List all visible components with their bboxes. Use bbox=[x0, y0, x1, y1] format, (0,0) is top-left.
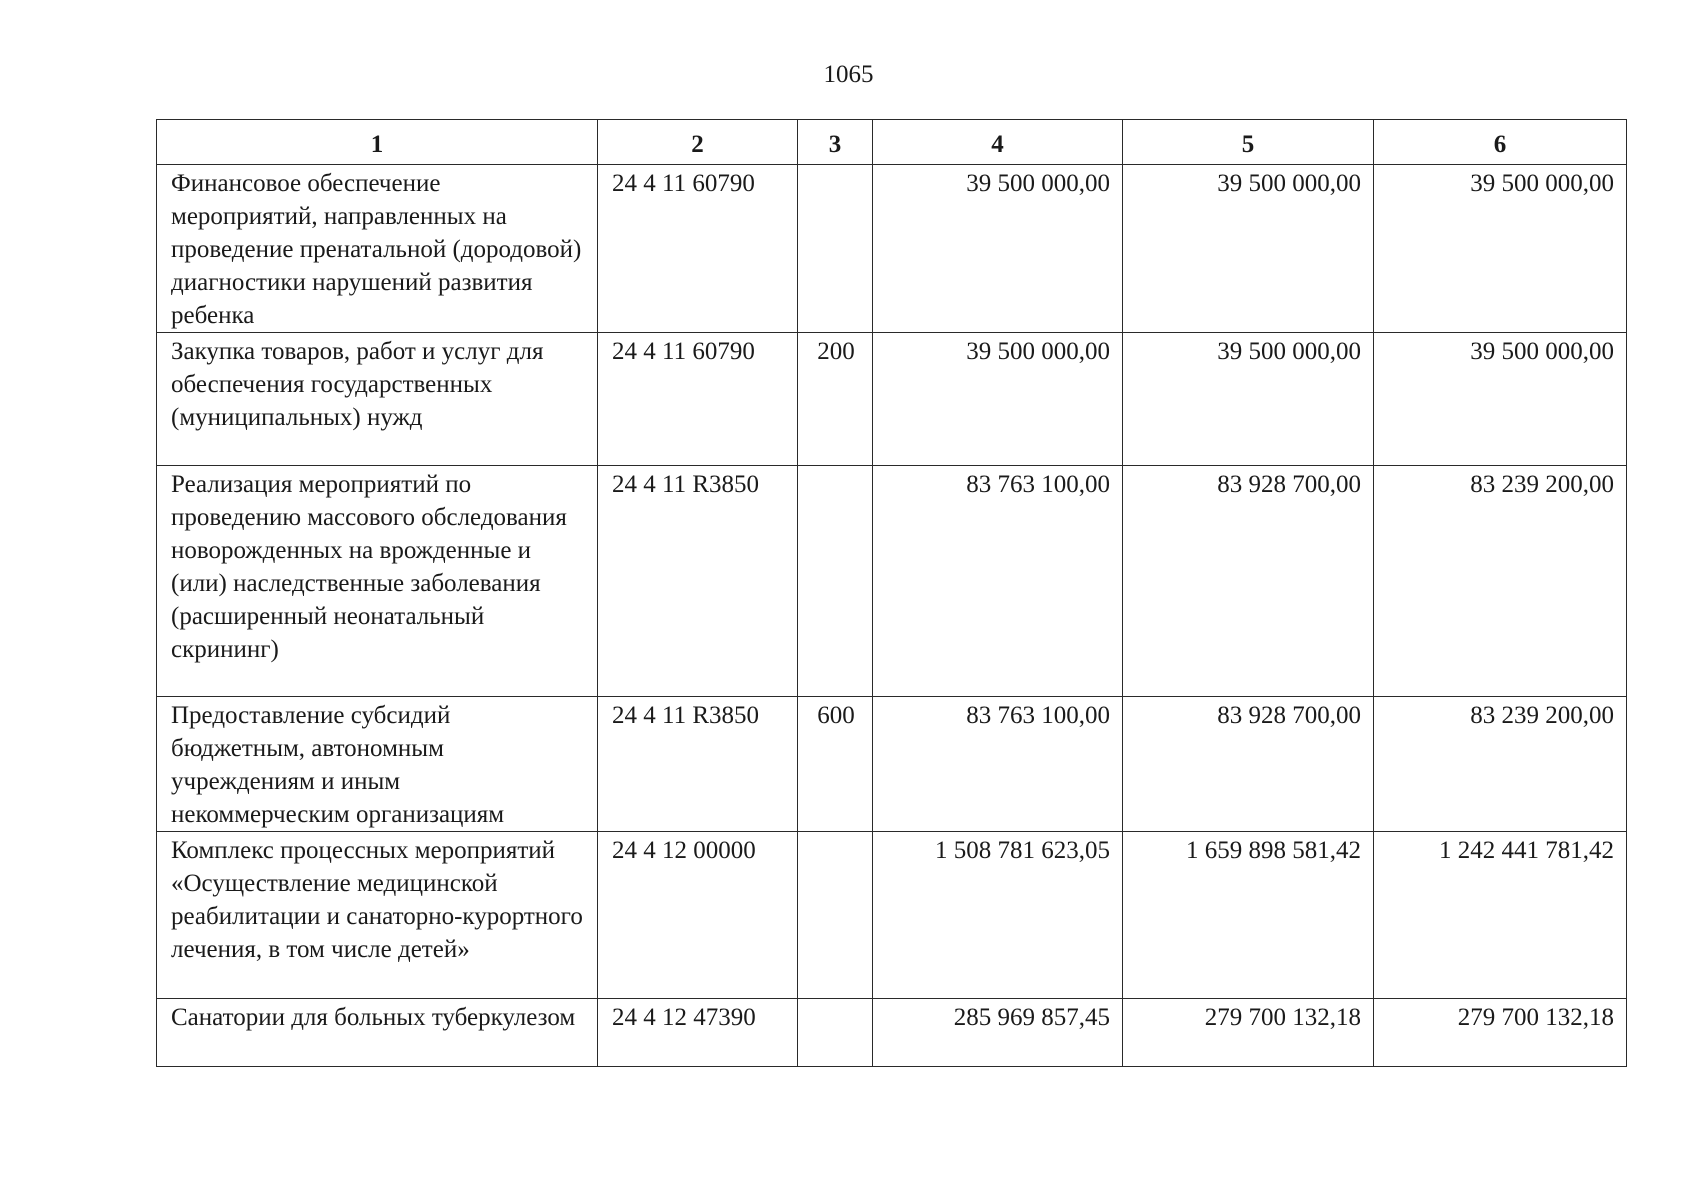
budget-table bbox=[156, 119, 1627, 1067]
row-value-cell: 83 239 200,00 bbox=[1374, 697, 1627, 832]
row-name-cell: Финансовое обеспечение мероприятий, направленных на проведение пренатальной (дородовой) диагностики нарушений развития ребенка bbox=[157, 165, 598, 333]
row-value-cell: 39 500 000,00 bbox=[1374, 333, 1627, 466]
row-value-cell: 39 500 000,00 bbox=[1123, 333, 1374, 466]
row-value-cell: 83 763 100,00 bbox=[873, 697, 1123, 832]
row-value-cell: 279 700 132,18 bbox=[1123, 999, 1374, 1067]
column-header: 5 bbox=[1123, 120, 1374, 165]
row-code-cell: 24 4 12 47390 bbox=[598, 999, 798, 1067]
row-value-cell: 83 763 100,00 bbox=[873, 466, 1123, 697]
row-vr-cell bbox=[798, 999, 873, 1067]
row-vr-cell bbox=[798, 466, 873, 697]
row-name-cell: Предоставление субсидий бюджетным, автономным учреждениям и иным некоммерческим организациям bbox=[157, 697, 598, 832]
row-value-cell: 39 500 000,00 bbox=[873, 333, 1123, 466]
row-value-cell: 285 969 857,45 bbox=[873, 999, 1123, 1067]
row-vr-cell bbox=[798, 832, 873, 999]
row-value-cell: 83 239 200,00 bbox=[1374, 466, 1627, 697]
row-value-cell: 39 500 000,00 bbox=[873, 165, 1123, 333]
row-name-cell: Реализация мероприятий по проведению массового обследования новорожденных на врожденные и (или) наследственные заболевания (расширенный неонатальный скрининг) bbox=[157, 466, 598, 697]
row-vr-cell: 600 bbox=[798, 697, 873, 832]
row-value-cell: 1 508 781 623,05 bbox=[873, 832, 1123, 999]
row-code-cell: 24 4 12 00000 bbox=[598, 832, 798, 999]
row-vr-cell: 200 bbox=[798, 333, 873, 466]
row-vr-cell bbox=[798, 165, 873, 333]
row-code-cell: 24 4 11 R3850 bbox=[598, 697, 798, 832]
column-header: 2 bbox=[598, 120, 798, 165]
row-value-cell: 39 500 000,00 bbox=[1374, 165, 1627, 333]
table-row bbox=[157, 165, 1627, 333]
table-row bbox=[157, 697, 1627, 832]
row-value-cell: 1 659 898 581,42 bbox=[1123, 832, 1374, 999]
header-row bbox=[157, 120, 1627, 165]
row-code-cell: 24 4 11 60790 bbox=[598, 333, 798, 466]
page-number: 1065 bbox=[823, 61, 874, 88]
row-value-cell: 1 242 441 781,42 bbox=[1374, 832, 1627, 999]
column-header: 1 bbox=[157, 120, 598, 165]
column-header: 4 bbox=[873, 120, 1123, 165]
table-row bbox=[157, 333, 1627, 466]
row-value-cell: 39 500 000,00 bbox=[1123, 165, 1374, 333]
row-value-cell: 83 928 700,00 bbox=[1123, 697, 1374, 832]
row-name-cell: Комплекс процессных мероприятий «Осуществление медицинской реабилитации и санаторно-курортного лечения, в том числе детей» bbox=[157, 832, 598, 999]
row-code-cell: 24 4 11 60790 bbox=[598, 165, 798, 333]
table-row bbox=[157, 832, 1627, 999]
column-header: 6 bbox=[1374, 120, 1627, 165]
row-value-cell: 83 928 700,00 bbox=[1123, 466, 1374, 697]
row-value-cell: 279 700 132,18 bbox=[1374, 999, 1627, 1067]
row-code-cell: 24 4 11 R3850 bbox=[598, 466, 798, 697]
row-name-cell: Закупка товаров, работ и услуг для обеспечения государственных (муниципальных) нужд bbox=[157, 333, 598, 466]
table-row bbox=[157, 466, 1627, 697]
table-row bbox=[157, 999, 1627, 1067]
row-name-cell: Санатории для больных туберкулезом bbox=[157, 999, 598, 1067]
column-header: 3 bbox=[798, 120, 873, 165]
